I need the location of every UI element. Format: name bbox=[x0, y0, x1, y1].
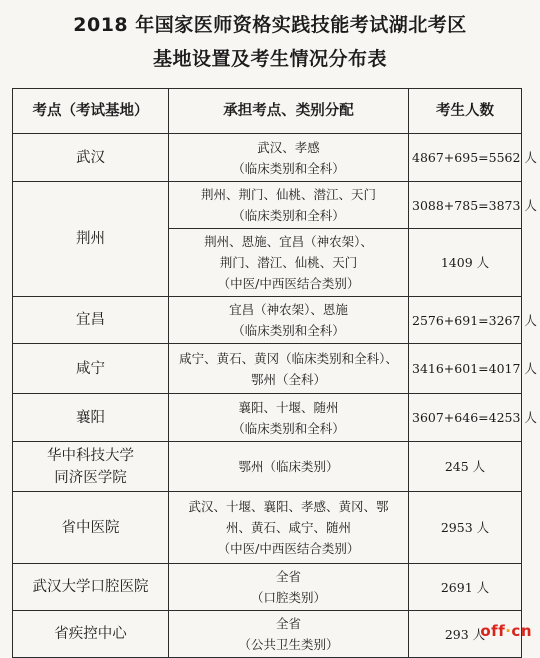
assign-cell bbox=[169, 564, 409, 611]
assign-line: 全省 bbox=[275, 616, 301, 631]
table-row bbox=[13, 134, 522, 182]
assign-cell bbox=[169, 297, 409, 344]
count-cell: 3416+601=4017 人 bbox=[409, 344, 522, 394]
site-cell bbox=[13, 134, 169, 182]
table-row bbox=[13, 394, 522, 442]
watermark-part-a: off bbox=[480, 622, 506, 640]
site-name: 武汉大学口腔医院 bbox=[32, 579, 149, 595]
assign-line: （临床类别和全科） bbox=[232, 323, 345, 338]
table-row bbox=[13, 492, 522, 564]
table-row bbox=[13, 611, 522, 658]
assign-cell bbox=[169, 442, 409, 492]
assign-line: 鄂州（全科） bbox=[250, 371, 326, 387]
count-cell: 3088+785=3873 人 bbox=[409, 182, 522, 229]
assign-cell bbox=[169, 492, 409, 564]
count-cell: 3607+646=4253 人 bbox=[409, 394, 522, 442]
assign-line: （临床类别和全科） bbox=[232, 208, 345, 223]
count-cell: 293 人 bbox=[409, 611, 522, 658]
assign-line: 州、黄石、咸宁、随州 bbox=[225, 520, 351, 535]
header-site: 考点（考试基地） bbox=[13, 89, 169, 134]
offcn-watermark-logo bbox=[480, 622, 532, 640]
count-cell: 4867+695=5562 人 bbox=[409, 134, 522, 182]
assign-line: 武汉、孝感 bbox=[257, 139, 320, 155]
assign-cell bbox=[169, 344, 409, 394]
table-row bbox=[13, 564, 522, 611]
count-cell: 2691 人 bbox=[409, 564, 522, 611]
assign-cell bbox=[169, 394, 409, 442]
document-title-line1: 2018 年国家医师资格实践技能考试湖北考区 bbox=[73, 14, 467, 36]
assign-line: 宜昌（神农架）、恩施 bbox=[229, 302, 348, 317]
assign-line: （口腔类别） bbox=[250, 590, 326, 605]
count-cell: 1409 人 bbox=[409, 229, 522, 297]
site-name: 荆州 bbox=[76, 231, 105, 247]
site-name: 省中医院 bbox=[61, 519, 120, 536]
assign-line: （临床类别和全科） bbox=[232, 160, 345, 176]
site-name: 襄阳 bbox=[76, 409, 105, 426]
watermark-part-b: cn bbox=[511, 622, 532, 640]
assign-line: 荆州、荆门、仙桃、潜江、天门 bbox=[200, 187, 376, 202]
count-cell: 2953 人 bbox=[409, 492, 522, 564]
site-cell bbox=[13, 297, 169, 344]
assign-line: （中医/中西医结合类别） bbox=[217, 541, 360, 556]
site-name: 省疾控中心 bbox=[54, 626, 127, 642]
assign-line: 荆州、恩施、宜昌（神农架）、 bbox=[204, 234, 373, 249]
assign-line: 襄阳、十堰、随州 bbox=[238, 399, 339, 415]
assign-line: （中医/中西医结合类别） bbox=[217, 276, 360, 291]
site-cell bbox=[13, 611, 169, 658]
site-name: 同济医学院 bbox=[54, 469, 127, 486]
assign-line: 武汉、十堰、襄阳、孝感、黄冈、鄂 bbox=[188, 499, 389, 514]
site-name: 宜昌 bbox=[76, 312, 105, 328]
table-header-row bbox=[13, 89, 522, 134]
assign-cell bbox=[169, 134, 409, 182]
assign-line: 荆门、潜江、仙桃、天门 bbox=[219, 255, 358, 270]
table-row bbox=[13, 297, 522, 344]
exam-site-table bbox=[12, 88, 537, 658]
site-name: 武汉 bbox=[76, 149, 105, 166]
site-cell bbox=[13, 492, 169, 564]
site-name: 华中科技大学 bbox=[47, 447, 134, 464]
assign-cell bbox=[169, 611, 409, 658]
assign-line: 咸宁、黄石、黄冈（临床类别和全科）、 bbox=[179, 350, 398, 366]
table-row bbox=[13, 442, 522, 492]
watermark-dot: · bbox=[505, 622, 512, 640]
assign-cell bbox=[169, 182, 409, 229]
table-row bbox=[13, 182, 522, 229]
header-count: 考生人数 bbox=[409, 89, 522, 134]
count-cell: 2576+691=3267 人 bbox=[409, 297, 522, 344]
header-assign: 承担考点、类别分配 bbox=[169, 89, 409, 134]
site-cell bbox=[13, 442, 169, 492]
assign-line: （公共卫生类别） bbox=[238, 637, 339, 652]
site-name: 咸宁 bbox=[76, 360, 105, 377]
table-row bbox=[13, 344, 522, 394]
assign-cell bbox=[169, 229, 409, 297]
assign-line: （临床类别和全科） bbox=[232, 420, 345, 436]
site-cell bbox=[13, 182, 169, 297]
site-cell bbox=[13, 344, 169, 394]
count-cell: 245 人 bbox=[409, 442, 522, 492]
assign-line: 全省 bbox=[275, 569, 301, 584]
document-title-line2: 基地设置及考生情况分布表 bbox=[152, 48, 387, 70]
site-cell bbox=[13, 564, 169, 611]
site-cell bbox=[13, 394, 169, 442]
assign-line: 鄂州（临床类别） bbox=[238, 459, 339, 474]
